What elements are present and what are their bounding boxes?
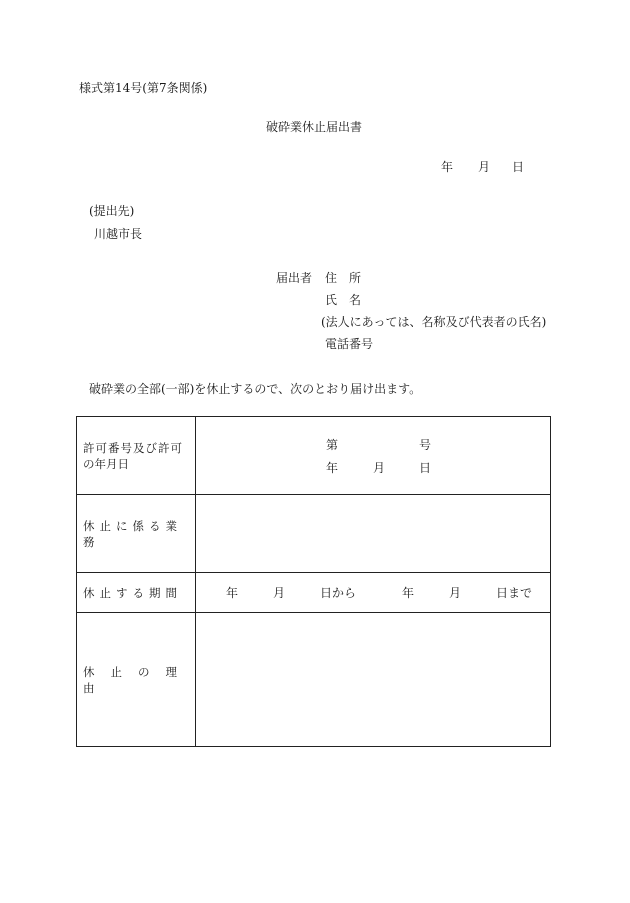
permit-month: 月: [373, 461, 386, 475]
period-to-month: 月: [449, 586, 462, 600]
applicant-phone-label: 電話番号: [325, 337, 374, 351]
notification-table: [76, 416, 551, 747]
period-to-day: 日まで: [496, 586, 533, 600]
applicant-label: 届出者: [276, 271, 313, 285]
suspension-period-value-cell[interactable]: [196, 573, 551, 613]
period-from-month: 月: [273, 586, 286, 600]
applicant-corporation-note: (法人にあっては、名称及び代表者の氏名): [321, 315, 547, 329]
statement-text: 破砕業の全部(一部)を休止するので、次のとおり届け出ます。: [89, 382, 422, 396]
permit-number-prefix: 第: [326, 438, 339, 452]
permit-value-cell[interactable]: [196, 417, 551, 495]
period-from-year: 年: [226, 586, 239, 600]
table-row: [77, 573, 551, 613]
permit-label-line1: 許可番号及び許可: [83, 440, 183, 455]
period-to-year: 年: [402, 586, 415, 600]
date-month: 月: [478, 160, 491, 174]
suspension-period-label: 休止する期間: [77, 573, 196, 613]
permit-year: 年: [326, 461, 339, 475]
document-title: 破砕業休止届出書: [266, 120, 363, 134]
permit-label-cell: [77, 417, 196, 495]
table-row: [77, 613, 551, 747]
table-row: [77, 495, 551, 573]
permit-label-line2: の年月日: [83, 456, 129, 471]
suspension-reason-value-cell[interactable]: [196, 613, 551, 747]
suspended-business-label: 休止に係る業務: [77, 495, 196, 573]
recipient-name: 川越市長: [94, 227, 143, 241]
applicant-address-label: 住 所: [325, 271, 362, 285]
permit-number-suffix: 号: [419, 438, 432, 452]
recipient-label: (提出先): [89, 204, 135, 218]
table-row: [77, 417, 551, 495]
applicant-name-label: 氏 名: [325, 293, 362, 307]
suspension-reason-label: 休止の理由: [77, 613, 196, 747]
period-from-day: 日から: [320, 586, 357, 600]
form-number: 様式第14号(第7条関係): [79, 81, 208, 95]
permit-day: 日: [419, 461, 432, 475]
date-year: 年: [441, 160, 454, 174]
date-day: 日: [512, 160, 525, 174]
suspended-business-value-cell[interactable]: [196, 495, 551, 573]
